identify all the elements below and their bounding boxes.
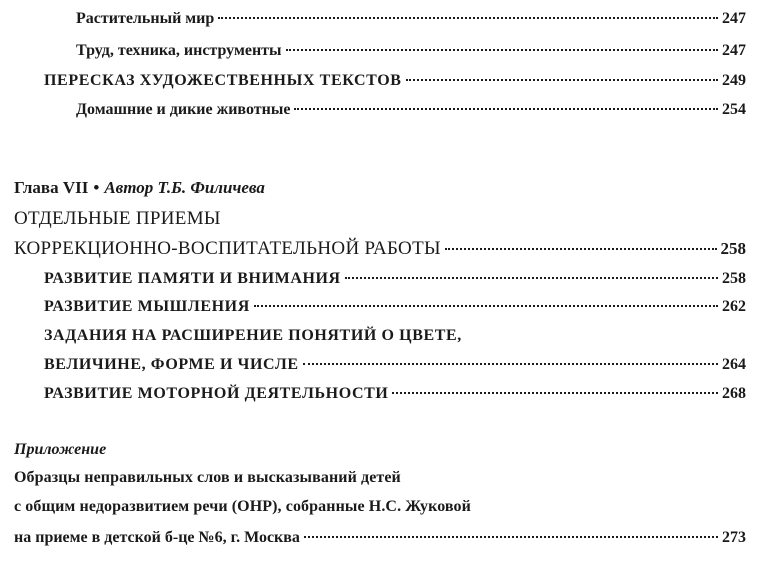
toc-entry-title: РАЗВИТИЕ МЫШЛЕНИЯ [44,298,250,315]
toc-entry-title: ВЕЛИЧИНЕ, ФОРМЕ И ЧИСЛЕ [44,356,299,373]
chapter-title-line1: ОТДЕЛЬНЫЕ ПРИЕМЫ [14,208,221,229]
dot-leader [445,248,717,250]
toc-entry-title: Домашние и дикие животные [76,101,291,118]
toc-page-number: 273 [722,529,746,546]
appendix-label: Приложение [14,441,107,458]
toc-page-number: 247 [722,10,746,27]
chapter-title-line2 [14,238,746,260]
dot-leader [294,108,718,110]
toc-page-number: 264 [722,356,746,373]
toc-entry-thinking [44,298,746,316]
toc-page-number: 249 [722,72,746,89]
appendix-line1: Образцы неправильных слов и высказываний детей [14,469,401,486]
toc-entry-animals [76,101,746,119]
dot-leader [303,363,718,365]
chapter-title-text: КОРРЕКЦИОННО-ВОСПИТАТЕЛЬНОЙ РАБОТЫ [14,238,441,259]
chapter-author: Автор Т.Б. Филичева [104,178,265,197]
toc-page-number: 247 [722,42,746,59]
dot-leader [304,536,718,538]
toc-page-number: 258 [722,270,746,287]
appendix-line2: с общим недоразвитием речи (ОНР), собранные Н.С. Жуковой [14,498,471,515]
dot-leader [254,305,718,307]
toc-entry-plants [76,10,746,28]
toc-entry-title: РАЗВИТИЕ ПАМЯТИ И ВНИМАНИЯ [44,270,341,287]
toc-entry-title: Труд, техника, инструменты [76,42,282,59]
toc-entry-motor [44,385,746,403]
toc-entry-tasks-line1 [44,327,462,345]
toc-page-number: 258 [720,239,746,258]
chapter-header [14,178,265,198]
toc-entry-title: ПЕРЕСКАЗ ХУДОЖЕСТВЕННЫХ ТЕКСТОВ [44,72,402,89]
bullet-separator: • [93,178,100,197]
chapter-label: Глава VII [14,178,89,197]
toc-entry-title: РАЗВИТИЕ МОТОРНОЙ ДЕЯТЕЛЬНОСТИ [44,385,389,402]
appendix-line3 [14,529,746,547]
dot-leader [392,392,718,394]
dot-leader [218,17,718,19]
toc-entry-title: на приеме в детской б-це №6, г. Москва [14,529,300,546]
toc-entry-labor [76,42,746,60]
toc-page-number: 268 [722,385,746,402]
toc-entry-memory [44,270,746,288]
toc-entry-title: ЗАДАНИЯ НА РАСШИРЕНИЕ ПОНЯТИЙ О ЦВЕТЕ, [44,327,462,344]
toc-entry-title: Растительный мир [76,10,215,27]
toc-page-number: 254 [722,101,746,118]
dot-leader [286,49,718,51]
toc-entry-retelling [44,72,746,90]
dot-leader [406,79,718,81]
toc-page-number: 262 [722,298,746,315]
dot-leader [345,277,718,279]
toc-entry-tasks-line2 [44,356,746,374]
